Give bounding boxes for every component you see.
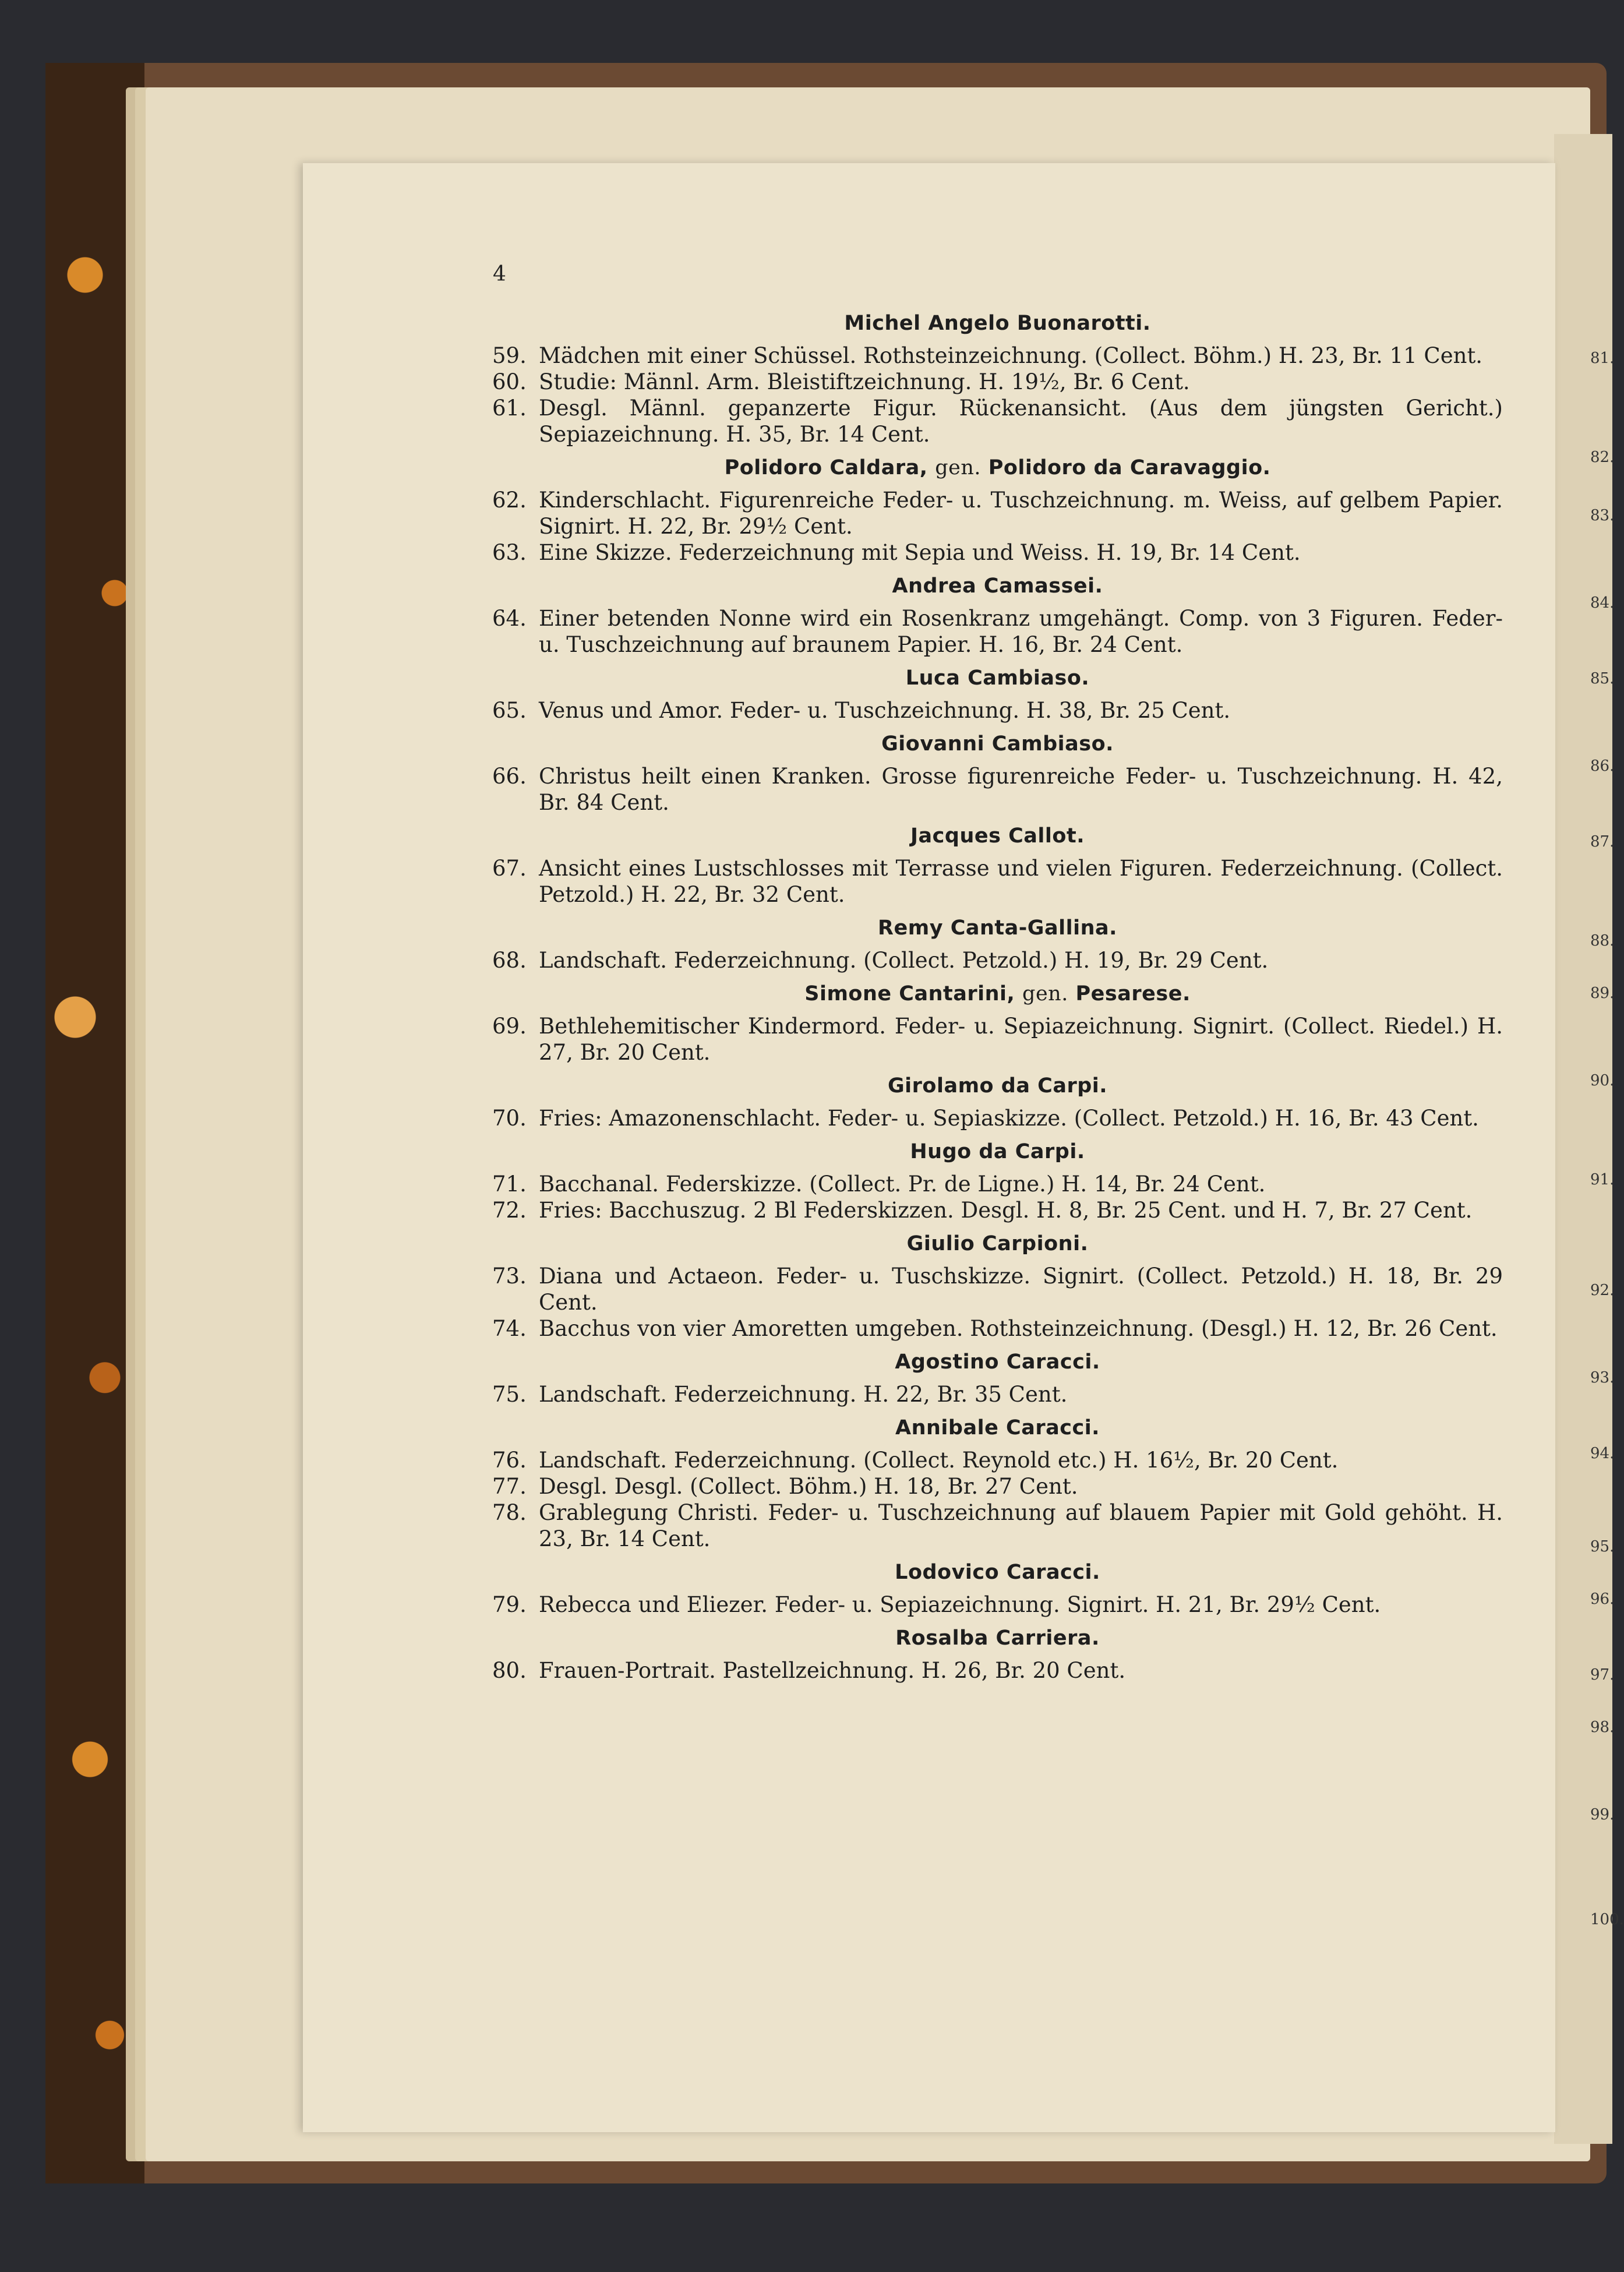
entry-number: 72. [492,1198,527,1223]
entry-number: 80. [492,1658,527,1683]
artist-heading: Giovanni Cambiaso. [881,732,1114,756]
catalog-entry [492,539,1503,566]
margin-number: 82. [1590,449,1615,466]
catalog-entry [492,487,1503,539]
entry-description: Rebecca und Eliezer. Feder- u. Sepiazeichnung. Signirt. H. 21, Br. 29½ Cent. [539,1592,1381,1617]
entry-number: 60. [492,369,527,394]
catalog-entry [492,1447,1503,1473]
artist-heading: Hugo da Carpi. [910,1140,1085,1163]
catalog-entry [492,1381,1503,1407]
margin-number: 81. [1590,350,1615,367]
catalog-entry [492,369,1503,395]
catalog-entry [492,395,1503,447]
margin-number: 88. [1590,932,1615,950]
artist-heading: Annibale Caracci. [895,1416,1100,1440]
margin-number: 98. [1590,1719,1615,1736]
catalog-entry [492,763,1503,816]
catalog-entry [492,947,1503,973]
margin-number: 93. [1590,1369,1615,1387]
margin-number: 89. [1590,985,1615,1002]
entry-number: 77. [492,1474,527,1499]
artist-heading: Rosalba Carriera. [895,1627,1100,1650]
catalog-entry [492,343,1503,369]
entry-number: 69. [492,1014,527,1039]
artist-heading: Jacques Callot. [910,824,1085,848]
entry-number: 78. [492,1500,527,1525]
entry-number: 59. [492,343,527,368]
margin-number: 83. [1590,507,1615,524]
artist-heading: Polidoro Caldara, gen. Polidoro da Caravaggio. [724,456,1271,479]
entry-number: 71. [492,1172,527,1197]
entry-description: Grablegung Christi. Feder- u. Tuschzeichnung auf blauem Papier mit Gold gehöht. H. 23, Br. 14 Cent. [539,1500,1503,1551]
entry-description: Diana und Actaeon. Feder- u. Tuschskizze. Signirt. (Collect. Petzold.) H. 18, Br. 29 Cent. [539,1264,1503,1315]
artist-heading: Luca Cambiaso. [905,666,1090,690]
catalog-entry [492,1500,1503,1552]
entry-description: Landschaft. Federzeichnung. H. 22, Br. 35 Cent. [539,1382,1068,1407]
margin-number: 95. [1590,1538,1615,1555]
margin-number: 87. [1590,833,1615,851]
entry-number: 73. [492,1264,527,1289]
entry-number: 64. [492,606,527,631]
catalog-entry [492,1592,1503,1618]
entry-description: Studie: Männl. Arm. Bleistiftzeichnung. H. 19½, Br. 6 Cent. [539,369,1190,394]
artist-heading: Andrea Camassei. [892,574,1103,598]
entry-number: 63. [492,540,527,565]
entry-description: Eine Skizze. Federzeichnung mit Sepia und Weiss. H. 19, Br. 14 Cent. [539,540,1301,565]
entry-number: 68. [492,948,527,973]
marbled-edge [45,63,144,2183]
entry-description: Ansicht eines Lustschlosses mit Terrasse und vielen Figuren. Federzeichnung. (Collect. Petzold.) H. 22, Br. 32 Cent. [539,856,1503,907]
entry-number: 75. [492,1382,527,1407]
catalog-entry [492,1197,1503,1223]
entry-number: 79. [492,1592,527,1617]
artist-heading: Michel Angelo Buonarotti. [844,312,1151,335]
catalog-entry [492,605,1503,658]
entry-description: Frauen-Portrait. Pastellzeichnung. H. 26, Br. 20 Cent. [539,1658,1126,1683]
catalog-entry [492,1013,1503,1066]
entry-description: Christus heilt einen Kranken. Grosse figurenreiche Feder- u. Tuschzeichnung. H. 42, Br. 84 Cent. [539,764,1503,815]
margin-number: 96. [1590,1590,1615,1608]
margin-number: 90. [1590,1072,1615,1089]
entry-description: Bethlehemitischer Kindermord. Feder- u. Sepiazeichnung. Signirt. (Collect. Riedel.) H. 27, Br. 20 Cent. [539,1014,1503,1065]
page-number: 4 [493,262,506,286]
artist-heading: Girolamo da Carpi. [887,1074,1108,1098]
entry-description: Mädchen mit einer Schüssel. Rothsteinzeichnung. (Collect. Böhm.) H. 23, Br. 11 Cent. [539,343,1483,368]
entry-description: Landschaft. Federzeichnung. (Collect. Petzold.) H. 19, Br. 29 Cent. [539,948,1269,973]
artist-heading: Remy Canta-Gallina. [878,916,1117,940]
margin-number: 97. [1590,1666,1615,1684]
entry-description: Bacchanal. Federskizze. (Collect. Pr. de Ligne.) H. 14, Br. 24 Cent. [539,1172,1266,1197]
artist-heading: Giulio Carpioni. [906,1232,1089,1255]
entry-number: 70. [492,1106,527,1131]
entry-number: 66. [492,764,527,789]
entry-description: Fries: Amazonenschlacht. Feder- u. Sepiaskizze. (Collect. Petzold.) H. 16, Br. 43 Cent. [539,1106,1479,1131]
margin-number: 84. [1590,594,1615,612]
catalog-entry [492,1105,1503,1131]
catalog-content [492,303,1503,1684]
entry-number: 61. [492,396,527,421]
entry-number: 74. [492,1316,527,1341]
entry-description: Kinderschlacht. Figurenreiche Feder- u. Tuschzeichnung. m. Weiss, auf gelbem Papier. Signirt. H. 22, Br. 29½ Cent. [539,488,1503,539]
entry-description: Landschaft. Federzeichnung. (Collect. Reynold etc.) H. 16½, Br. 20 Cent. [539,1448,1339,1473]
entry-description: Fries: Bacchuszug. 2 Bl Federskizzen. Desgl. H. 8, Br. 25 Cent. und H. 7, Br. 27 Cent. [539,1198,1473,1223]
margin-number: 85. [1590,670,1615,687]
margin-number: 100. [1590,1911,1624,1928]
catalog-entry [492,1263,1503,1315]
facing-page-edge [1554,134,1615,2144]
catalog-entry [492,855,1503,908]
margin-number: 92. [1590,1282,1615,1299]
entry-number: 65. [492,698,527,723]
entry-description: Bacchus von vier Amoretten umgeben. Rothsteinzeichnung. (Desgl.) H. 12, Br. 26 Cent. [539,1316,1498,1341]
entry-number: 76. [492,1448,527,1473]
entry-description: Einer betenden Nonne wird ein Rosenkranz umgehängt. Comp. von 3 Figuren. Feder- u. Tuschzeichnung auf braunem Papier. H. 16, Br. 24 Cent. [539,606,1503,657]
catalog-entry [492,1171,1503,1197]
catalog-entry [492,1473,1503,1500]
entry-number: 62. [492,488,527,513]
margin-number: 99. [1590,1806,1615,1823]
margin-number: 86. [1590,757,1615,775]
catalog-entry [492,1657,1503,1684]
entry-description: Venus und Amor. Feder- u. Tuschzeichnung. H. 38, Br. 25 Cent. [539,698,1231,723]
entry-number: 67. [492,856,527,881]
artist-heading: Simone Cantarini, gen. Pesarese. [804,982,1191,1006]
margin-number: 91. [1590,1171,1615,1188]
artist-heading: Agostino Caracci. [895,1350,1100,1374]
margin-number: 94. [1590,1445,1615,1462]
artist-heading: Lodovico Caracci. [895,1561,1100,1584]
entry-description: Desgl. Desgl. (Collect. Böhm.) H. 18, Br. 27 Cent. [539,1474,1078,1499]
entry-description: Desgl. Männl. gepanzerte Figur. Rückenansicht. (Aus dem jüngsten Gericht.) Sepiazeichnung. H. 35, Br. 14 Cent. [539,396,1503,447]
catalog-entry [492,1315,1503,1342]
catalog-entry [492,697,1503,724]
